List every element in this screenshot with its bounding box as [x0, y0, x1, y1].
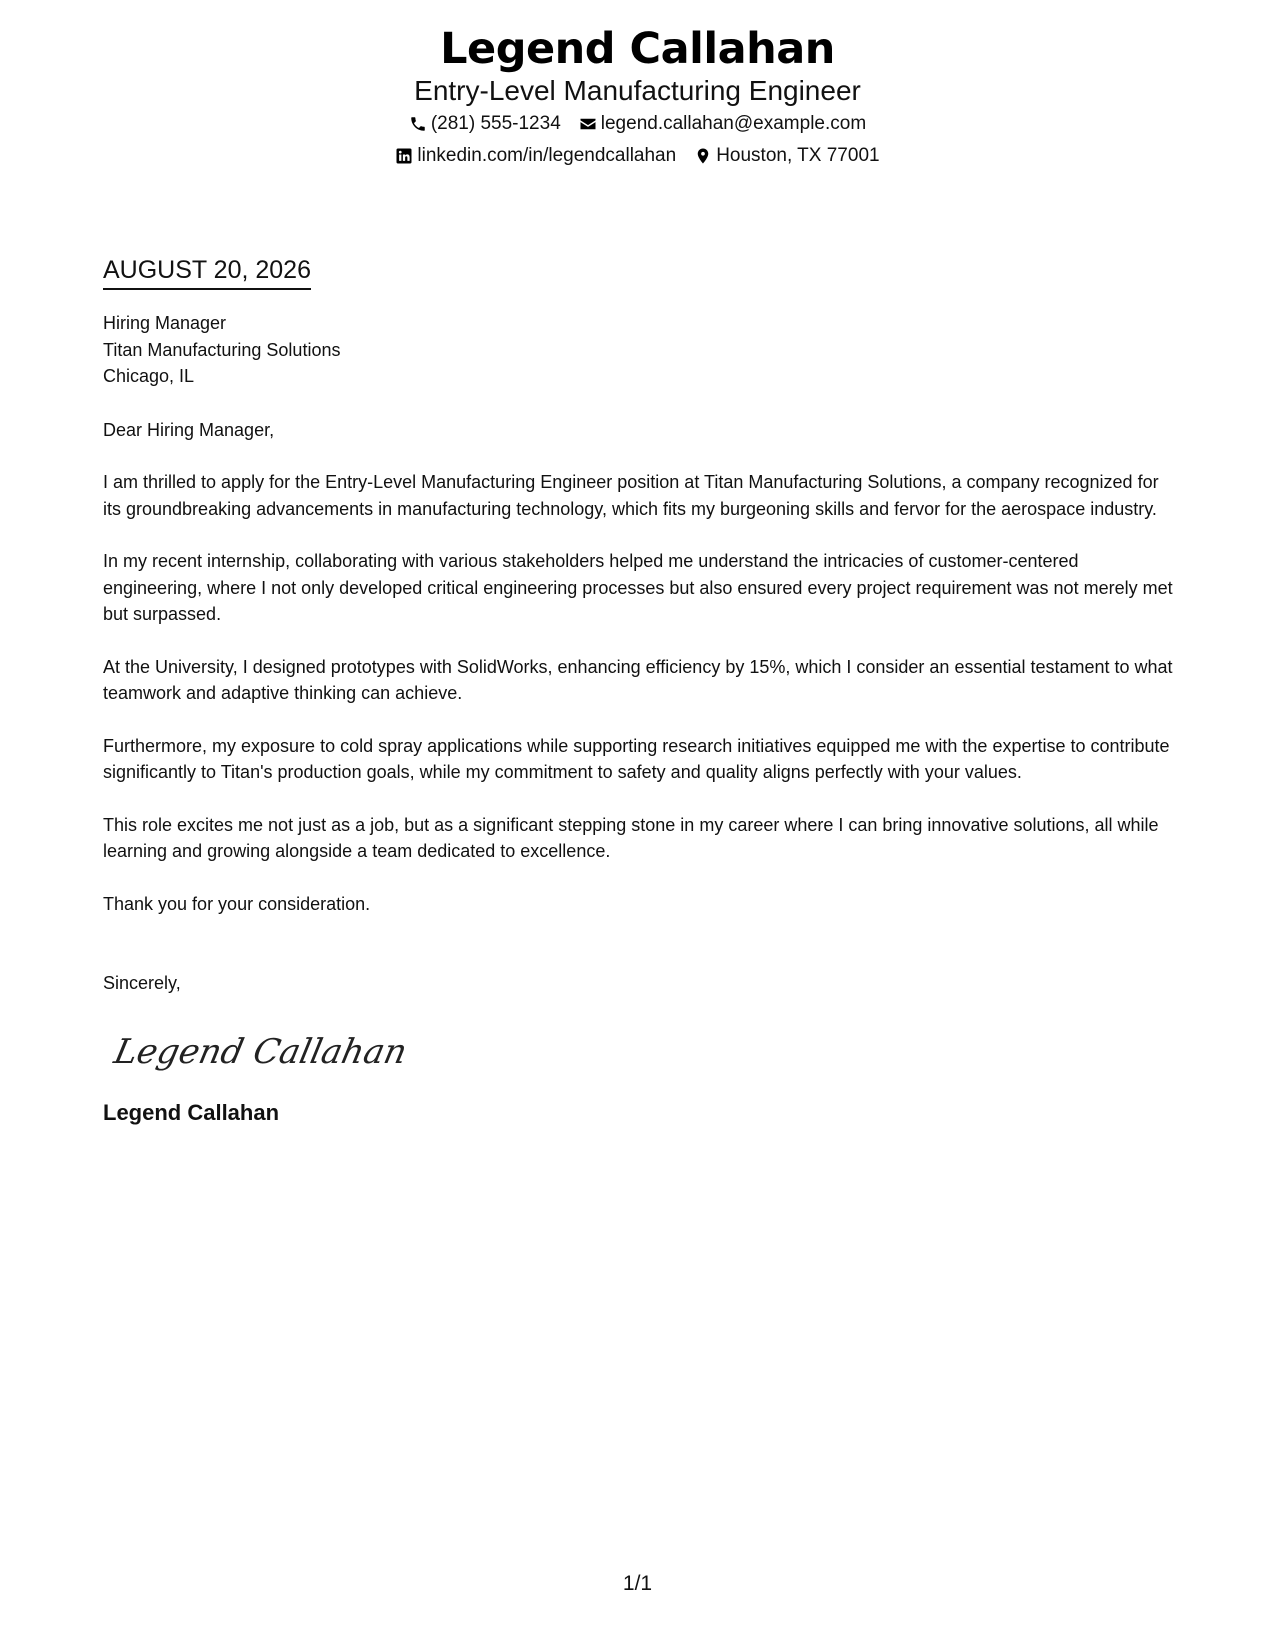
- contact-linkedin: [395, 143, 676, 169]
- linkedin-icon: [395, 147, 413, 165]
- contact-row-1: [0, 111, 1275, 137]
- contact-phone-text: (281) 555-1234: [430, 113, 561, 134]
- recipient-block: [103, 310, 1178, 390]
- phone-icon: [409, 115, 427, 133]
- contact-row-2: [0, 143, 1275, 169]
- signature-image: [109, 1023, 411, 1083]
- contact-email-text: legend.callahan@example.com: [600, 113, 867, 134]
- applicant-job-title: Entry-Level Manufacturing Engineer: [414, 75, 861, 106]
- body-paragraph: I am thrilled to apply for the Entry-Level Manufacturing Engineer position at Titan Manufacturing Solutions, a company recognized for its groundbreaking advancements in manufacturing technology, which fits my burgeoning skills and fervor for the aerospace industry.: [103, 472, 1159, 519]
- recipient-line: Hiring Manager: [103, 313, 227, 333]
- page-number: 1/1: [622, 1572, 653, 1595]
- recipient-company: Titan Manufacturing Solutions: [103, 339, 341, 360]
- closing: Sincerely,: [103, 973, 181, 993]
- body-paragraph: This role excites me not just as a job, but as a significant stepping stone in my career where I can bring innovative solutions, all while learning and growing alongside a team dedicated to excellence.: [103, 814, 1159, 861]
- letter-date: AUGUST 20, 2026: [103, 254, 311, 290]
- map-pin-icon: [694, 147, 712, 165]
- signer-name: Legend Callahan: [103, 1099, 280, 1125]
- signature-glyphs: Legend Callahan: [110, 1031, 411, 1072]
- body-paragraph: At the University, I designed prototypes with SolidWorks, enhancing efficiency by 15%, which I consider an essential testament to what teamwork and adaptive thinking can achieve.: [103, 656, 1173, 703]
- contact-location: [694, 143, 879, 169]
- contact-email: [579, 111, 866, 137]
- body-paragraph: Furthermore, my exposure to cold spray applications while supporting research initiatives equipped me with the expertise to contribute significantly to Titan's production goals, while my commitment to safety and quality aligns perfectly with your values.: [103, 735, 1170, 782]
- salutation: Dear Hiring Manager,: [103, 419, 275, 440]
- contact-linkedin-text: linkedin.com/in/legendcallahan: [417, 145, 677, 166]
- body-paragraph: In my recent internship, collaborating with various stakeholders helped me understand the intricacies of customer-centered engineering, where I not only developed critical engineering processes but also ensured every project requirement was not merely met but surpassed.: [103, 551, 1173, 624]
- contact-location-text: Houston, TX 77001: [716, 145, 880, 166]
- contact-phone: [409, 111, 561, 137]
- letter-body: [103, 254, 1178, 1127]
- applicant-name: Legend Callahan: [440, 24, 835, 74]
- letter-header: [0, 22, 1275, 169]
- handwritten-signature: [109, 1023, 1178, 1083]
- body-paragraph: Thank you for your consideration.: [103, 893, 371, 914]
- recipient-location: Chicago, IL: [103, 366, 195, 386]
- envelope-icon: [579, 115, 597, 133]
